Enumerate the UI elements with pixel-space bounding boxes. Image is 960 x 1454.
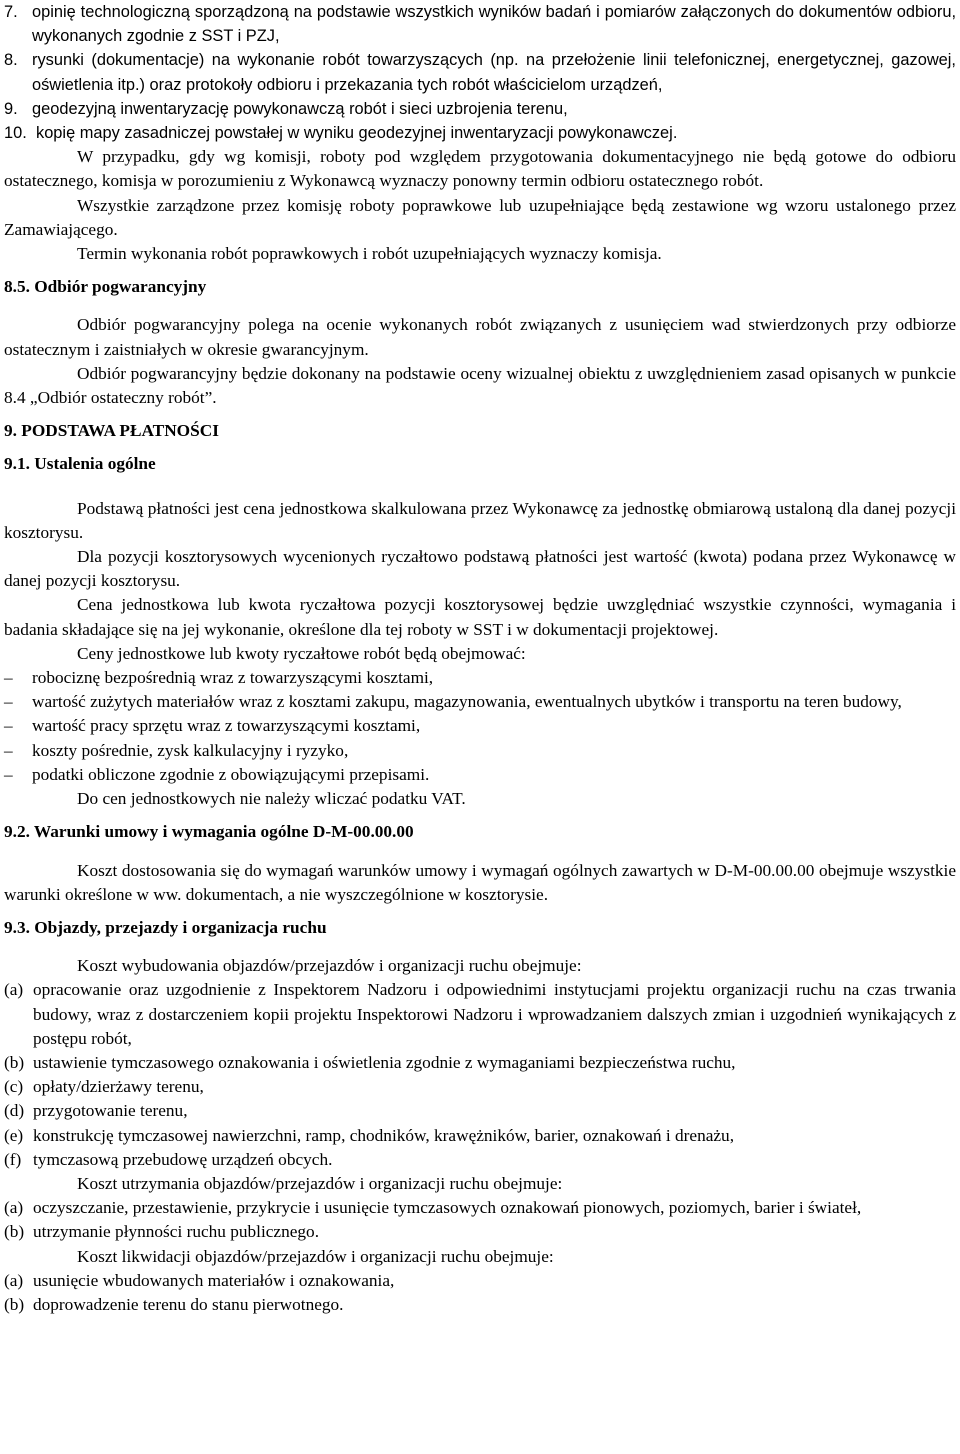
list-text: konstrukcję tymczasowej nawierzchni, ramp, chodników, krawężników, barier, oznakowań i drenażu,: [33, 1125, 735, 1145]
section-heading-8-5: 8.5. Odbiór pogwarancyjny: [4, 277, 207, 297]
list-letter: (a): [4, 980, 24, 1000]
list-letter: (e): [4, 1125, 24, 1145]
paragraph: Koszt utrzymania objazdów/przejazdów i organizacji ruchu obejmuje:: [77, 1173, 563, 1193]
list-item: [4, 1148, 956, 1172]
list-text: przygotowanie terenu,: [33, 1101, 188, 1121]
section-heading-9-2: 9.2. Warunki umowy i wymagania ogólne D-M-00.00.00: [4, 822, 414, 842]
dash-bullet: –: [4, 740, 13, 760]
list-letter: (a): [4, 1270, 24, 1290]
list-letter: (b): [4, 1052, 25, 1072]
paragraph: Termin wykonania robót poprawkowych i robót uzupełniających wyznaczy komisja.: [77, 244, 662, 264]
list-item: [4, 739, 956, 763]
construction-cost-list: [4, 978, 956, 1172]
list-text: ustawienie tymczasowego oznakowania i oświetlenia zgodnie z wymaganiami bezpieczeństwa ruchu,: [33, 1052, 736, 1072]
list-item: [4, 1051, 956, 1075]
list-item: [4, 1099, 956, 1123]
removal-cost-list: [4, 1269, 956, 1317]
list-text: opłaty/dzierżawy terenu,: [33, 1077, 204, 1097]
top-numbered-list: [4, 0, 956, 145]
list-number: 9.: [4, 99, 18, 118]
list-text: robociznę bezpośrednią wraz z towarzyszącymi kosztami,: [32, 668, 434, 688]
list-text: rysunki (dokumentacje) na wykonanie robót towarzyszących (np. na przełożenie linii telefonicznej, energetycznej, gazowej, oświetlenia itp.) oraz protokoły odbioru i przekazania tych robót właścicielom urządzeń,: [32, 51, 956, 94]
list-letter: (b): [4, 1222, 25, 1242]
list-item: [4, 1124, 956, 1148]
dash-bullet: –: [4, 716, 13, 736]
section-heading-9-3: 9.3. Objazdy, przejazdy i organizacja ruchu: [4, 917, 327, 937]
list-text: oczyszczanie, przestawienie, przykrycie i usunięcie tymczasowych oznakowań pionowych, poziomych, barier i świateł,: [33, 1198, 862, 1218]
list-text: opracowanie oraz uzgodnienie z Inspektorem Nadzoru i odpowiednimi instytucjami projektu organizacji ruchu na czas trwania budowy, wraz z dostarczeniem kopii projektu Inspektorowi Nadzoru i wprowadzaniem dalszych zmian i uzgodnień wynikających z postępu robót,: [33, 980, 956, 1048]
list-item: [4, 1269, 956, 1293]
list-item: [4, 97, 956, 121]
list-text: wartość pracy sprzętu wraz z towarzyszącymi kosztami,: [32, 716, 421, 736]
dash-bullet: –: [4, 764, 13, 784]
paragraph: Odbiór pogwarancyjny będzie dokonany na podstawie oceny wizualnej obiektu z uwzględnieniem zasad opisanych w punkcie 8.4 „Odbiór ostateczny robót”.: [4, 363, 956, 408]
list-text: doprowadzenie terenu do stanu pierwotnego.: [33, 1294, 344, 1314]
list-item: [4, 1293, 956, 1317]
dash-bullet: –: [4, 692, 13, 712]
list-item: [4, 666, 956, 690]
list-number: 10.: [4, 124, 27, 143]
maintenance-cost-list: [4, 1196, 956, 1244]
list-item: [4, 1220, 956, 1244]
list-number: 7.: [4, 3, 18, 21]
paragraph: Odbiór pogwarancyjny polega na ocenie wykonanych robót związanych z usunięciem wad stwierdzonych przy odbiorze ostatecznym i zaistniałych w okresie gwarancyjnym.: [4, 315, 956, 359]
list-item: [4, 48, 956, 96]
paragraph: Wszystkie zarządzone przez komisję roboty poprawkowe lub uzupełniające będą zestawione wg wzoru ustalonego przez Zamawiającego.: [4, 195, 956, 239]
list-text: wartość zużytych materiałów wraz z kosztami zakupu, magazynowania, ewentualnych ubytków i transportu na teren budowy,: [32, 692, 902, 712]
list-item: [4, 714, 956, 738]
paragraph: Koszt wybudowania objazdów/przejazdów i organizacji ruchu obejmuje:: [77, 956, 582, 976]
paragraph: Dla pozycji kosztorysowych wycenionych ryczałtowo podstawą płatności jest wartość (kwota) podana przez Wykonawcę w danej pozycji kosztorysu.: [4, 547, 956, 591]
list-item: [4, 121, 956, 145]
list-text: geodezyjną inwentaryzację powykonawczą robót i sieci uzbrojenia terenu,: [32, 99, 568, 118]
list-text: koszty pośrednie, zysk kalkulacyjny i ryzyko,: [32, 740, 349, 760]
list-letter: (f): [4, 1149, 22, 1169]
list-item: [4, 763, 956, 787]
list-text: tymczasową przebudowę urządzeń obcych.: [33, 1149, 333, 1169]
section-heading-9: 9. PODSTAWA PŁATNOŚCI: [4, 421, 219, 441]
list-item: [4, 978, 956, 1051]
list-item: [4, 0, 956, 48]
list-text: opinię technologiczną sporządzoną na podstawie wszystkich wyników badań i pomiarów załączonych do dokumentów odbioru, wykonanych zgodnie z SST i PZJ,: [32, 3, 956, 46]
cost-components-list: [4, 666, 956, 787]
list-item: [4, 690, 956, 714]
list-letter: (b): [4, 1294, 25, 1314]
list-letter: (d): [4, 1101, 25, 1121]
paragraph: Ceny jednostkowe lub kwoty ryczałtowe robót będą obejmować:: [77, 643, 526, 663]
list-letter: (a): [4, 1198, 24, 1218]
list-item: [4, 1075, 956, 1099]
list-letter: (c): [4, 1077, 24, 1097]
list-text: podatki obliczone zgodnie z obowiązującymi przepisami.: [32, 764, 430, 784]
paragraph: Koszt dostosowania się do wymagań warunków umowy i wymagań ogólnych zawartych w D-M-00.00.00 obejmuje wszystkie warunki określone w ww. dokumentach, a nie wyszczególnione w kosztorysie.: [4, 860, 956, 904]
paragraph: W przypadku, gdy wg komisji, roboty pod względem przygotowania dokumentacyjnego nie będą gotowe do odbioru ostatecznego, komisja w porozumieniu z Wykonawcą wyznaczy ponowny termin odbioru ostatecznego robót.: [4, 147, 956, 191]
section-heading-9-1: 9.1. Ustalenia ogólne: [4, 454, 156, 474]
paragraph: Cena jednostkowa lub kwota ryczałtowa pozycji kosztorysowej będzie uwzględniać wszystkie czynności, wymagania i badania składające się na jej wykonanie, określone dla tej roboty w SST i w dokumentacji projektowej.: [4, 595, 956, 639]
paragraph: Koszt likwidacji objazdów/przejazdów i organizacji ruchu obejmuje:: [77, 1246, 554, 1266]
list-text: usunięcie wbudowanych materiałów i oznakowania,: [33, 1270, 395, 1290]
list-text: utrzymanie płynności ruchu publicznego.: [33, 1222, 320, 1242]
list-number: 8.: [4, 51, 18, 70]
dash-bullet: –: [4, 668, 13, 688]
paragraph: Do cen jednostkowych nie należy wliczać podatku VAT.: [77, 789, 466, 809]
list-item: [4, 1196, 956, 1220]
list-text: kopię mapy zasadniczej powstałej w wyniku geodezyjnej inwentaryzacji powykonawczej.: [36, 124, 678, 143]
paragraph: Podstawą płatności jest cena jednostkowa skalkulowana przez Wykonawcę za jednostkę obmiarową ustaloną dla danej pozycji kosztorysu.: [4, 498, 956, 542]
